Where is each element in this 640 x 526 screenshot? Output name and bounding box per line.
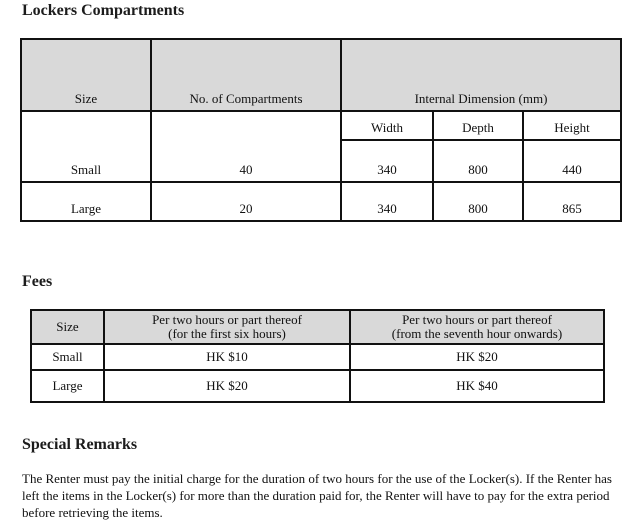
header-line: Per two hours or part thereof [152, 312, 302, 327]
table-row [31, 370, 604, 402]
cell-compartments: 40 [151, 111, 341, 182]
fees-heading: Fees [22, 273, 53, 290]
cell-size: Small [21, 111, 151, 182]
col-header-internal-dimension: Internal Dimension (mm) [341, 39, 621, 111]
col-header-depth: Depth [433, 111, 523, 140]
col-header-compartments: No. of Compartments [151, 39, 341, 111]
table-row [21, 182, 621, 221]
cell-compartments: 20 [151, 182, 341, 221]
cell-fee-first: HK $20 [104, 370, 350, 402]
cell-depth: 800 [433, 140, 523, 182]
fees-header-row [31, 310, 604, 344]
col-header-size: Size [21, 39, 151, 111]
table-row [31, 344, 604, 370]
cell-size: Small [31, 344, 104, 370]
cell-fee-seventh: HK $20 [350, 344, 604, 370]
header-line: Per two hours or part thereof [402, 312, 552, 327]
header-line: (for the first six hours) [168, 326, 286, 341]
cell-size: Large [31, 370, 104, 402]
cell-height: 865 [523, 182, 621, 221]
col-header-seventh-hour [350, 310, 604, 344]
header-line: (from the seventh hour onwards) [391, 326, 563, 341]
col-header-height: Height [523, 111, 621, 140]
lockers-table [20, 38, 622, 222]
fees-table [30, 309, 605, 403]
cell-width: 340 [341, 140, 433, 182]
col-header-size: Size [31, 310, 104, 344]
remarks-text: The Renter must pay the initial charge for the duration of two hours for the use of the Locker(s). If the Renter has left the items in the Locker(s) for more than the duration paid for, the Renter will have to pay for the extra period before retrieving the items. [22, 471, 612, 520]
col-header-width: Width [341, 111, 433, 140]
cell-height: 440 [523, 140, 621, 182]
lockers-heading: Lockers Compartments [22, 2, 185, 19]
remarks-heading: Special Remarks [22, 436, 138, 453]
cell-fee-seventh: HK $40 [350, 370, 604, 402]
cell-width: 340 [341, 182, 433, 221]
cell-fee-first: HK $10 [104, 344, 350, 370]
cell-depth: 800 [433, 182, 523, 221]
lockers-subheader-row [21, 111, 621, 140]
lockers-header-row [21, 39, 621, 111]
col-header-first-six-hours [104, 310, 350, 344]
cell-size: Large [21, 182, 151, 221]
